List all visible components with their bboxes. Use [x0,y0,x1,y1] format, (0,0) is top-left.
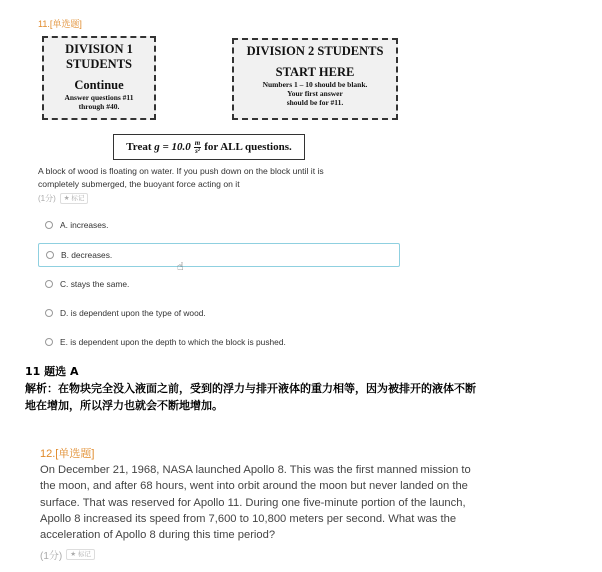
division-1-title: DIVISION 1 [65,42,133,56]
division-2-start: START HERE [275,65,355,79]
division-2-instruction-2: Your first answer [287,89,343,98]
question-12-tag: 12.[单选题] [40,448,95,460]
treat-unit-den: s² [195,146,200,155]
option-c-label: C. stays the same. [60,279,130,289]
option-e[interactable] [38,330,400,354]
treat-prefix: Treat [126,141,152,153]
treat-unit-num: m [194,138,201,147]
radio-icon[interactable] [45,338,53,346]
option-a-label: A. increases. [60,220,109,230]
option-d[interactable] [38,301,400,325]
radio-icon[interactable] [45,309,53,317]
division-1-instruction-1: Answer questions #11 [64,93,134,102]
division-1-subtitle: STUDENTS [66,57,132,71]
answer-explanation-line-1: 解析：在物块完全没入液面之前，受到的浮力与排开液体的重力相等，因为被排开的液体不断 [25,382,476,395]
treat-suffix: for ALL questions. [204,141,292,153]
division-2-instruction-1: Numbers 1 – 10 should be blank. [262,80,368,89]
question-12-meta [40,547,95,562]
treat-unit [194,140,201,155]
radio-icon[interactable] [46,251,54,259]
division-2-title: DIVISION 2 STUDENTS [246,44,384,58]
division-2-box [232,38,398,120]
question-11-tag: 11.[单选题] [38,19,82,29]
radio-icon[interactable] [45,280,53,288]
option-b[interactable] [38,243,400,267]
option-a[interactable] [38,213,400,237]
answer-title: 11 题选 A [25,365,79,378]
division-1-continue: Continue [74,78,124,92]
gravity-constant-box [113,134,305,160]
option-e-label: E. is dependent upon the depth to which the block is pushed. [60,337,286,347]
question-11-score: (1分) [38,194,56,203]
division-1-box [42,36,156,120]
option-c[interactable] [38,272,400,296]
question-11-mark-button[interactable]: ★ 标记 [60,193,89,204]
question-12-mark-button[interactable]: ★ 标记 [66,549,95,560]
answer-explanation-line-2: 地在增加，所以浮力也就会不断地增加。 [25,399,223,412]
question-11-text-line-1: A block of wood is floating on water. If you push down on the block until it is [38,166,324,176]
radio-icon[interactable] [45,221,53,229]
option-d-label: D. is dependent upon the type of wood. [60,308,206,318]
division-1-instruction-2: through #40. [78,102,120,111]
hand-cursor-icon: ☝ [177,261,184,273]
question-11-text-line-2: completely submerged, the buoyant force acting on it [38,179,240,189]
question-12-text: On December 21, 1968, NASA launched Apollo 8. This was the first manned mission to the moon, and after 68 hours, went into orbit around the moon but never landed on the surface. That was reserved for Apollo 11. During one five-minute portion of the launch, Apollo 8 increased its speed from 7,600 to 10,800 meters per second. What was the acceleration of Apollo 8 during this time period? [40,464,471,542]
question-11-meta [38,193,88,204]
question-12-score: (1分) [40,551,63,562]
division-2-instruction-3: should be for #11. [286,98,344,107]
treat-equation: g = 10.0 [154,141,191,153]
option-b-label: B. decreases. [61,250,113,260]
